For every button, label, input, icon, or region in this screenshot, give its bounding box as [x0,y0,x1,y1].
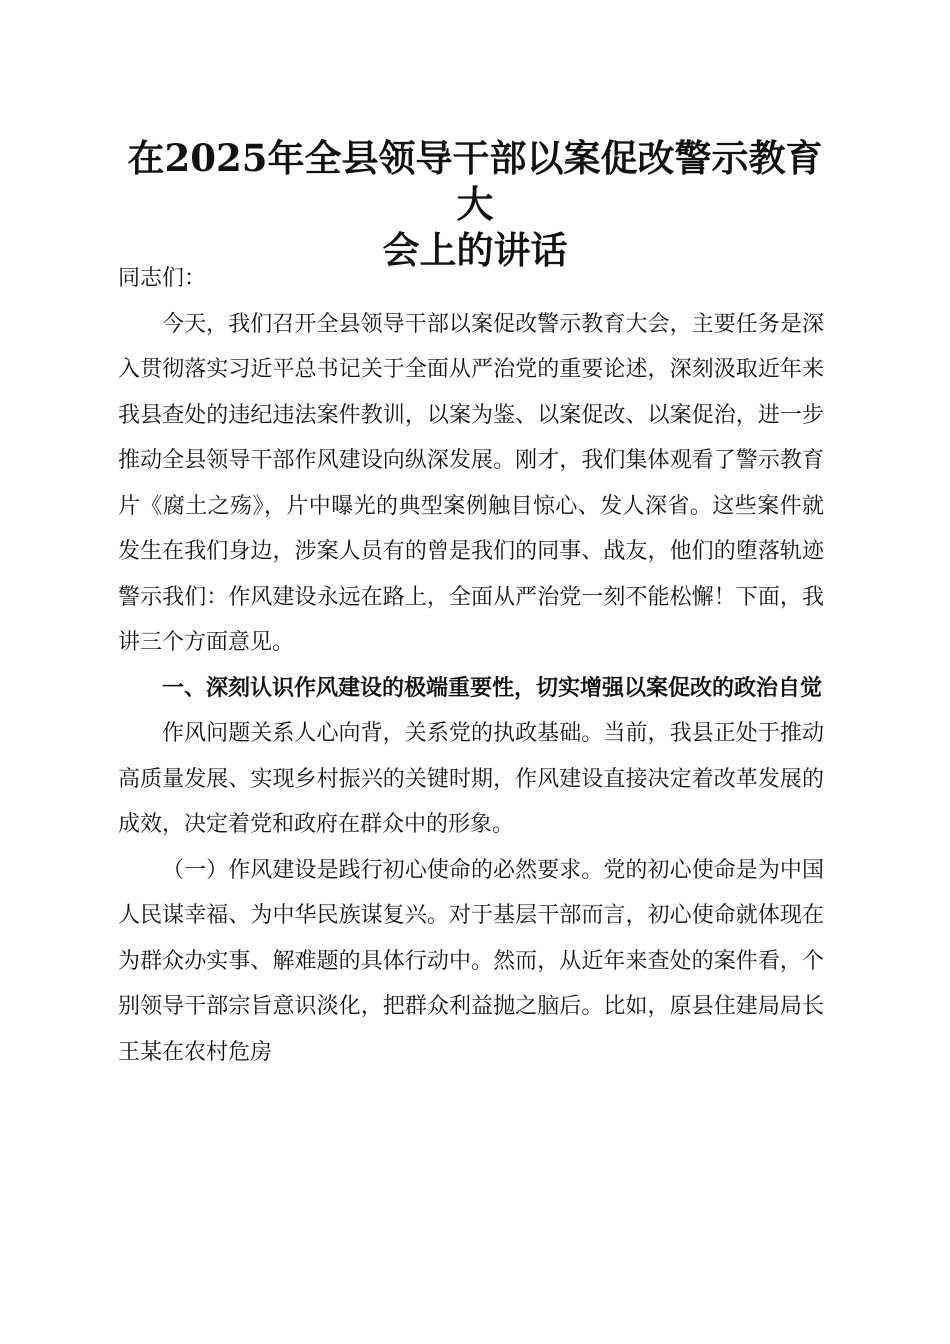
section-1-paragraph: 作风问题关系人心向背，关系党的执政基础。当前，我县正处于推动高质量发展、实现乡村振兴的关键时期，作风建设直接决定着改革发展的成效，决定着党和政府在群众中的形象。 [118,721,824,837]
subsection-1-lead: （一）作风建设是践行初心使命的必然要求。 [162,857,604,883]
subsection-1-text: 党的初心使命是为中国人民谋幸福、为中华民族谋复兴。对于基层干部而言，初心使命就体现在为群众办实事、解难题的具体行动中。然而，从近年来查处的案件看，个别领导干部宗旨意识淡化，把群众利益抛之脑后。比如，原县住建局局长王某在农村危房 [118,857,824,1065]
title-line-1: 在2025年全县领导干部以案促改警示教育大 [127,136,823,226]
document-body [118,256,824,1075]
section-1-heading: 一、深刻认识作风建设的极端重要性，切实增强以案促改的政治自觉 [162,675,823,701]
document-title [110,135,840,273]
section-1-subsection-1 [118,848,824,1076]
title-line-2: 会上的讲话 [382,228,568,272]
intro-paragraph: 今天，我们召开全县领导干部以案促改警示教育大会，主要任务是深入贯彻落实习近平总书记关于全面从严治党的重要论述，深刻汲取近年来我县查处的违纪违法案件教训，以案为鉴、以案促改、以案促治，进一步推动全县领导干部作风建设向纵深发展。刚才，我们集体观看了警示教育片《腐土之殇》，片中曝光的典型案例触目惊心、发人深省。这些案件就发生在我们身边，涉案人员有的曾是我们的同事、战友，他们的堕落轨迹警示我们：作风建设永远在路上，全面从严治党一刻不能松懈！下面，我讲三个方面意见。 [118,311,824,655]
salutation: 同志们： [118,266,207,291]
